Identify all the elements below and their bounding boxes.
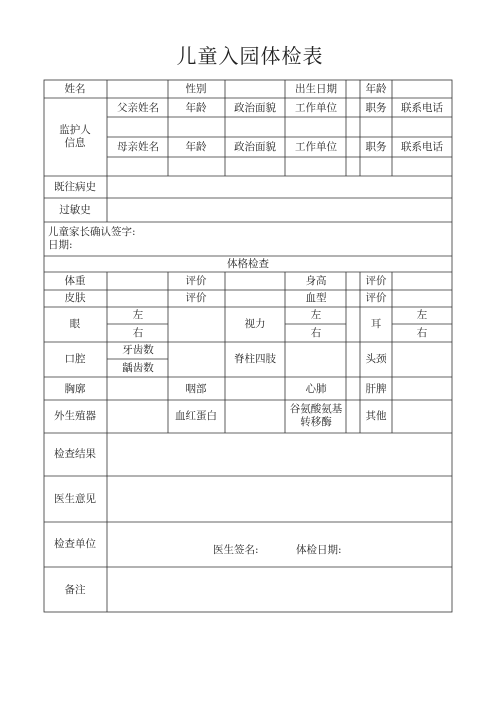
- age-label: 年龄: [365, 83, 387, 95]
- height-eval-label: 评价: [365, 275, 387, 287]
- eye-left-label: 左: [132, 309, 144, 321]
- head-neck-label: 头颈: [365, 353, 387, 365]
- doctor-opinion-field[interactable]: [107, 476, 452, 522]
- father-politics-header: 政治面貌: [234, 102, 276, 114]
- blood-eval-label: 评价: [365, 292, 387, 304]
- guardianLabel-line-1: 信息: [64, 137, 86, 149]
- weight-eval-label: 评价: [185, 275, 207, 287]
- ear-left-label: 左: [416, 309, 428, 321]
- name-label: 姓名: [64, 83, 86, 95]
- mother-age-header: 年龄: [185, 141, 207, 153]
- eye-right-label: 右: [132, 327, 144, 339]
- name-field[interactable]: [107, 80, 168, 98]
- vision-label: 视力: [244, 318, 266, 330]
- spine-limbs-label: 脊柱四肢: [234, 353, 276, 365]
- skin-label: 皮肤: [64, 292, 86, 304]
- vision-left-label: 左: [310, 309, 322, 321]
- alt-label: [290, 403, 343, 429]
- father-age-header: 年龄: [185, 102, 207, 114]
- exam-result-label: 检查结果: [54, 448, 96, 460]
- doctor-signature-label: 医生签名:: [213, 544, 259, 556]
- birth-field[interactable]: [346, 80, 360, 98]
- exam-date-label: 体检日期:: [296, 544, 342, 556]
- gender-label: 性别: [185, 83, 207, 95]
- oral-label: 口腔: [64, 353, 86, 365]
- remarks-field[interactable]: [107, 567, 452, 612]
- age-field[interactable]: [392, 80, 452, 98]
- father-name-header: 父亲姓名: [117, 102, 159, 114]
- parent-signature-label: 儿童家长确认签字:: [48, 226, 136, 238]
- past-illness-field[interactable]: [107, 176, 452, 198]
- allergy-field[interactable]: [107, 198, 452, 222]
- eye-label: 眼: [69, 318, 81, 330]
- weight-label: 体重: [64, 275, 86, 287]
- guardianLabel-line-0: 监护人: [59, 124, 91, 136]
- other-label: 其他: [365, 410, 387, 422]
- guardian-label: [59, 124, 91, 150]
- exam-result-field[interactable]: [107, 433, 452, 476]
- heart-lung-label: 心肺: [305, 383, 327, 395]
- liver-spleen-label: 肝脾: [365, 383, 387, 395]
- mother-position-header: 职务: [365, 141, 387, 153]
- mother-name-header: 母亲姓名: [117, 141, 159, 153]
- blood-type-label: 血型: [305, 292, 327, 304]
- father-work-header: 工作单位: [295, 102, 337, 114]
- thorax-label: 胸廓: [64, 383, 86, 395]
- exam-unit-label: 检查单位: [54, 538, 96, 550]
- mother-work-header: 工作单位: [295, 141, 337, 153]
- allergy-label: 过敏史: [59, 204, 91, 216]
- vision-right-label: 右: [310, 327, 322, 339]
- height-label: 身高: [305, 275, 327, 287]
- mother-phone-header: 联系电话: [401, 141, 443, 153]
- altLabel-line-0: 谷氨酸氨基: [289, 403, 343, 415]
- birth-label: 出生日期: [295, 83, 337, 95]
- skin-eval-label: 评价: [185, 292, 207, 304]
- mother-politics-header: 政治面貌: [234, 141, 276, 153]
- form-title: 儿童入园体检表: [176, 44, 324, 68]
- doctor-opinion-label: 医生意见: [54, 493, 96, 505]
- father-position-header: 职务: [365, 102, 387, 114]
- past-illness-label: 既往病史: [54, 181, 96, 193]
- genitals-label: 外生殖器: [54, 410, 96, 422]
- alt-label-text: [290, 403, 343, 429]
- remarks-label: 备注: [64, 584, 86, 596]
- altLabel-line-1: 转移酶: [300, 416, 332, 428]
- throat-label: 咽部: [185, 383, 207, 395]
- parent-date-label: 日期:: [48, 239, 73, 251]
- exam-section-title: 体格检查: [227, 258, 269, 270]
- ear-right-label: 右: [416, 327, 428, 339]
- hemoglobin-label: 血红蛋白: [175, 410, 217, 422]
- ear-label: 耳: [370, 318, 382, 330]
- teeth-count-label: 牙齿数: [122, 344, 154, 356]
- guardian-label-text: [59, 124, 91, 150]
- caries-count-label: 龋齿数: [122, 362, 154, 374]
- father-phone-header: 联系电话: [401, 102, 443, 114]
- gender-field[interactable]: [225, 80, 285, 98]
